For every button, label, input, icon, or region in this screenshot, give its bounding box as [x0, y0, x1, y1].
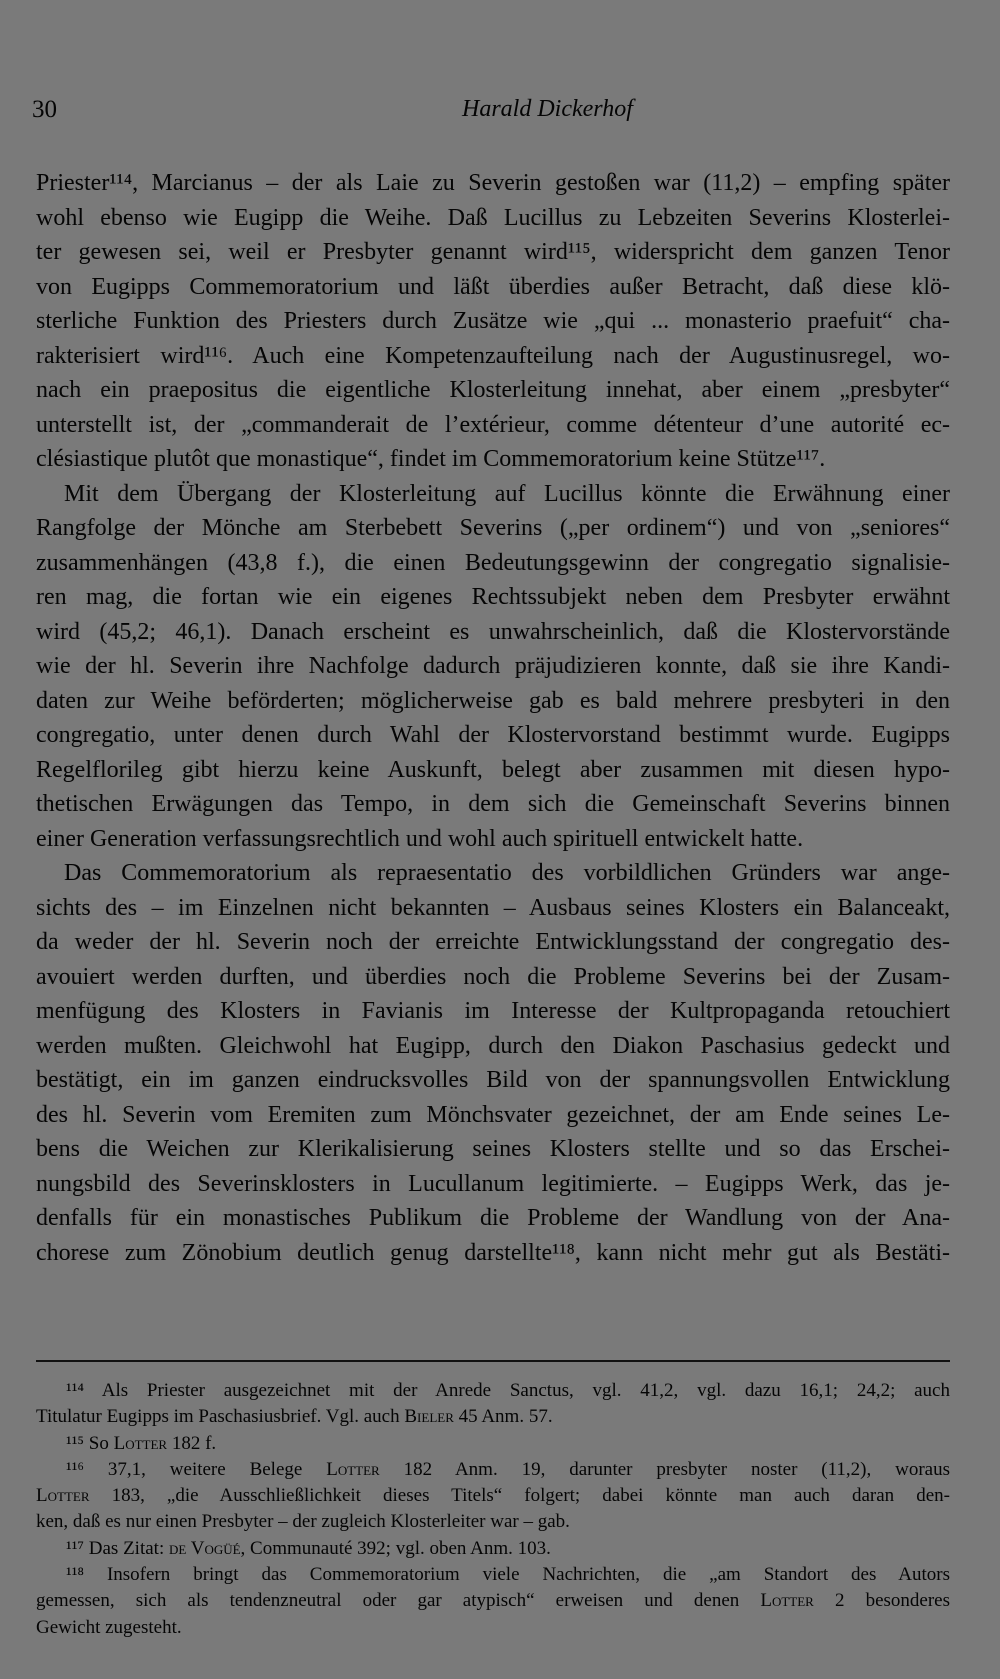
body-line: Regelflorileg gibt hierzu keine Auskunft, belegt aber zusammen mit diesen hypo- — [36, 756, 950, 783]
body-line: wohl ebenso wie Eugipp die Weihe. Daß Lucillus zu Lebzeiten Severins Klosterlei- — [36, 204, 950, 231]
body-line: ter gewesen sei, weil er Presbyter genannt wird¹¹⁵, widerspricht dem ganzen Tenor — [36, 239, 950, 265]
footnote-line: ¹¹⁶ 37,1, weitere Belege Lotter 182 Anm. 19, darunter presbyter noster (11,2), woraus — [66, 1458, 950, 1480]
body-line: bens die Weichen zur Klerikalisierung seines Klosters stellte und so das Erschei- — [36, 1136, 950, 1162]
body-line: menfügung des Klosters in Favianis im Interesse der Kultpropaganda retouchiert — [36, 998, 950, 1024]
body-line: wie der hl. Severin ihre Nachfolge dadurch präjudizieren konnte, daß sie ihre Kandi- — [36, 653, 950, 679]
body-line: avouiert werden durften, und überdies noch die Probleme Severins bei der Zusam- — [36, 963, 950, 990]
footnotes — [36, 1378, 950, 1641]
footnote-line: gemessen, sich als tendenzneutral oder gar atypisch“ erweisen und denen Lotter 2 besonderes — [36, 1590, 950, 1612]
body-line: wird (45,2; 46,1). Danach erscheint es unwahrscheinlich, daß die Klostervorstände — [36, 618, 950, 645]
body-line: zusammenhängen (43,8 f.), die einen Bedeutungsgewinn der congregatio signalisie- — [36, 549, 950, 576]
body-line: von Eugipps Commemoratorium und läßt überdies außer Betracht, daß diese klö- — [36, 273, 950, 300]
footnote-line: Gewicht zugesteht. — [36, 1616, 182, 1638]
footnote-line: ken, daß es nur einen Presbyter – der zugleich Klosterleiter war – gab. — [36, 1511, 570, 1533]
body-line: ren mag, die fortan wie ein eigenes Rechtssubjekt neben dem Presbyter erwähnt — [36, 584, 950, 610]
body-line: nungsbild des Severinsklosters in Lucullanum legitimierte. – Eugipps Werk, das je- — [36, 1170, 950, 1197]
body-line: da weder der hl. Severin noch der erreichte Entwicklungsstand der congregatio des- — [36, 929, 950, 955]
page-number: 30 — [32, 96, 57, 123]
body-line: nach ein praepositus die eigentliche Klosterleitung innehat, aber einem „presbyter“ — [36, 377, 950, 403]
body-line: chorese zum Zönobium deutlich genug darstellte¹¹⁸, kann nicht mehr gut als Bestäti- — [36, 1239, 950, 1266]
footnote-line: ¹¹⁷ Das Zitat: de Vogüé, Communauté 392; vgl. oben Anm. 103. — [66, 1537, 551, 1559]
footnote-rule — [36, 1360, 950, 1362]
footnote-line: ¹¹⁴ Als Priester ausgezeichnet mit der Anrede Sanctus, vgl. 41,2, vgl. dazu 16,1; 24,2; auch — [66, 1380, 950, 1401]
body-line: werden mußten. Gleichwohl hat Eugipp, durch den Diakon Paschasius gedeckt und — [36, 1032, 950, 1059]
body-line: rakterisiert wird¹¹⁶. Auch eine Kompetenzaufteilung nach der Augustinusregel, wo- — [36, 342, 950, 369]
footnote-line: Titulatur Eugipps im Paschasiusbrief. Vgl. auch Bieler 45 Anm. 57. — [36, 1406, 553, 1428]
body-line: des hl. Severin vom Eremiten zum Mönchsvater gezeichnet, der am Ende seines Le- — [36, 1101, 950, 1128]
footnote-line: ¹¹⁵ So Lotter 182 f. — [66, 1432, 217, 1454]
body-line: einer Generation verfassungsrechtlich und wohl auch spirituell entwickelt hatte. — [36, 825, 804, 852]
body-line: daten zur Weihe beförderten; möglicherweise gab es bald mehrere presbyteri in den — [36, 687, 950, 714]
body-line: Das Commemoratorium als repraesentatio des vorbildlichen Gründers war ange- — [64, 860, 950, 886]
body-line: bestätigt, ein im ganzen eindrucksvolles Bild von der spannungsvollen Entwicklung — [36, 1067, 950, 1093]
body-line: clésiastique plutôt que monastique“, findet im Commemoratorium keine Stütze¹¹⁷. — [36, 446, 826, 472]
page-header — [32, 96, 952, 136]
body-line: denfalls für ein monastisches Publikum die Probleme der Wandlung von der Ana- — [36, 1205, 950, 1231]
body-text — [36, 166, 950, 1270]
body-line: congregatio, unter denen durch Wahl der Klostervorstand bestimmt wurde. Eugipps — [36, 722, 950, 748]
body-line: Priester¹¹⁴, Marcianus – der als Laie zu Severin gestoßen war (11,2) – empfing später — [36, 170, 950, 196]
footnote-line: ¹¹⁸ Insofern bringt das Commemoratorium viele Nachrichten, die „am Standort des Autors — [66, 1564, 950, 1586]
running-head: Harald Dickerhof — [462, 96, 633, 122]
body-line: Mit dem Übergang der Klosterleitung auf Lucillus könnte die Erwähnung einer — [64, 480, 950, 507]
body-line: thetischen Erwägungen das Tempo, in dem sich die Gemeinschaft Severins binnen — [36, 791, 950, 817]
footnote-line: Lotter 183, „die Ausschließlichkeit dieses Titels“ folgert; dabei könnte man auch daran den- — [36, 1485, 950, 1507]
body-line: unterstellt ist, der „commanderait de l’extérieur, comme détenteur d’une autorité ec- — [36, 411, 950, 438]
body-line: sterliche Funktion des Priesters durch Zusätze wie „qui ... monasterio praefuit“ cha- — [36, 308, 950, 334]
body-line: Rangfolge der Mönche am Sterbebett Severins („per ordinem“) und von „seniores“ — [36, 515, 950, 541]
body-line: sichts des – im Einzelnen nicht bekannten – Ausbaus seines Klosters ein Balanceakt, — [36, 894, 950, 921]
